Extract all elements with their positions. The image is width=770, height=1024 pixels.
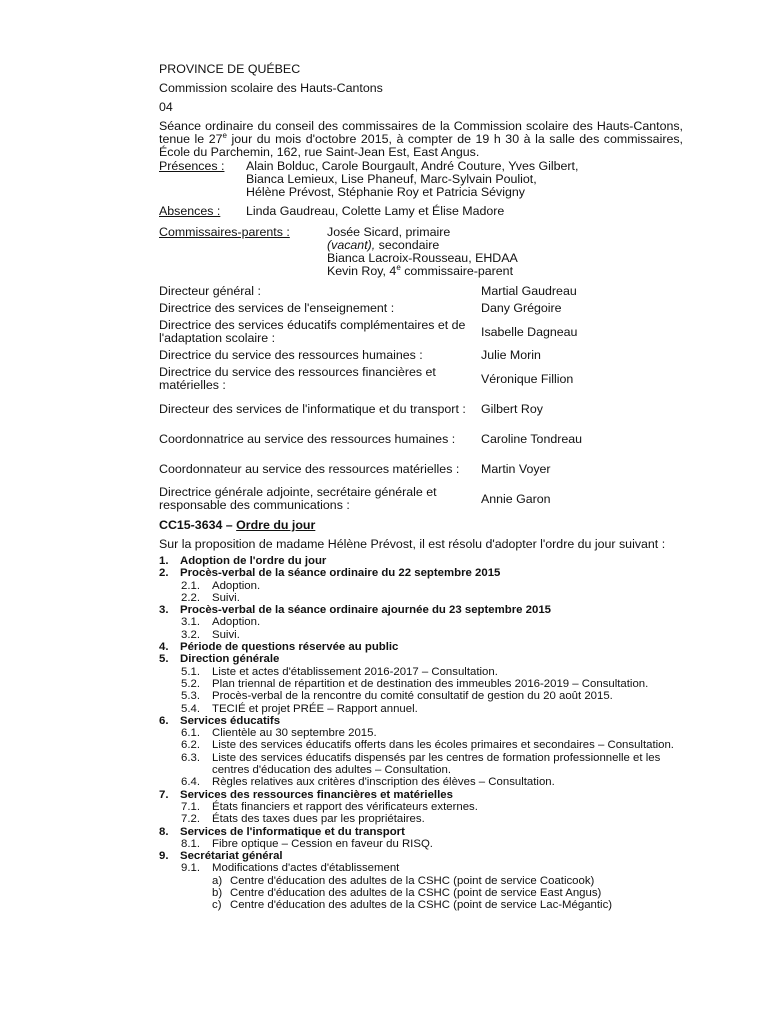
agenda-subitem-text: États financiers et rapport des vérificateurs externes.	[212, 800, 478, 813]
agenda-subitem-text: Liste des services éducatifs offerts dans les écoles primaires et secondaires – Consultation.	[212, 739, 674, 752]
agenda-subsubitem-letter: b)	[212, 887, 223, 900]
staff-row	[159, 347, 683, 364]
agenda-subitem-text: Plan triennal de répartition et de destination des immeubles 2016-2019 – Consultation.	[212, 677, 649, 690]
resolution-code: CC15-3634 –	[159, 518, 237, 532]
agenda-item	[159, 555, 683, 567]
staff-name: Martin Voyer	[481, 461, 551, 476]
agenda-item-number: 9.	[159, 850, 169, 863]
staff-name: Véronique Fillion	[481, 371, 574, 386]
agenda-item-title: Services éducatifs	[180, 714, 281, 727]
staff-name: Annie Garon	[481, 491, 551, 506]
agenda-item	[159, 567, 683, 579]
agenda-item-number: 5.	[159, 653, 169, 666]
staff-table	[159, 283, 683, 514]
agenda-item-number: 4.	[159, 641, 169, 654]
agenda-subitem-number: 5.1.	[181, 665, 200, 678]
session-intro	[159, 120, 683, 159]
agenda-subsubitem	[159, 875, 683, 887]
agenda-subitem-text: États des taxes dues par les propriétaires.	[212, 813, 425, 826]
agenda-subitem	[159, 801, 683, 813]
agenda-subitem-text: Règles relatives aux critères d'inscription des élèves – Consultation.	[212, 776, 555, 789]
staff-name: Dany Grégoire	[481, 301, 562, 315]
agenda-subitem	[159, 838, 683, 850]
agenda-subitem-text: Adoption.	[212, 579, 261, 592]
agenda-item-number: 1.	[159, 555, 169, 567]
presences-block	[159, 160, 683, 199]
agenda-item	[159, 653, 683, 665]
agenda-subitem	[159, 862, 683, 874]
presences-list	[246, 160, 578, 199]
staff-row	[159, 484, 683, 514]
resolution-text: Sur la proposition de madame Hélène Prévost, il est résolu d'adopter l'ordre du jour suivant :	[159, 537, 666, 551]
commission-name: Commission scolaire des Hauts-Cantons	[159, 81, 383, 95]
agenda-subitem	[159, 616, 683, 628]
presences-label: Présences :	[159, 159, 225, 173]
agenda-item-title: Procès-verbal de la séance ordinaire du 22 septembre 2015	[180, 567, 501, 580]
agenda-subitem-number: 5.3.	[181, 690, 200, 703]
staff-role: Directeur général :	[159, 284, 261, 298]
agenda-subitem-number: 6.4.	[181, 776, 200, 789]
presences-line: Bianca Lemieux, Lise Phaneuf, Marc-Sylvain Pouliot,	[246, 172, 537, 186]
agenda-subitem	[159, 678, 683, 690]
agenda-subitem	[159, 592, 683, 604]
page-number: 04	[159, 100, 173, 114]
staff-role: Coordonnateur au service des ressources matérielles :	[159, 461, 460, 476]
agenda-subitem-number: 2.2.	[181, 591, 200, 604]
agenda-subitem-text: Modifications d'actes d'établissement	[212, 862, 400, 875]
agenda-subitem	[159, 739, 683, 751]
agenda-subitem-number: 6.3.	[181, 751, 200, 764]
document-page	[159, 63, 683, 912]
agenda-item-number: 7.	[159, 788, 169, 801]
agenda-subsubitem-letter: a)	[212, 874, 223, 887]
agenda-item-title: Services de l'informatique et du transport	[180, 825, 405, 838]
agenda-subitem	[159, 703, 683, 715]
agenda-subitem-text: Suivi.	[212, 628, 240, 641]
absences-label: Absences :	[159, 204, 221, 218]
agenda-subitem	[159, 776, 683, 788]
staff-role: Coordonnatrice au service des ressources humaines :	[159, 431, 456, 446]
staff-row	[159, 317, 683, 347]
agenda-subitem	[159, 752, 683, 777]
agenda-subitem-number: 6.1.	[181, 727, 200, 740]
agenda-subitem-text: Liste des services éducatifs dispensés par les centres de formation professionnelle et les centres d'éducation des adultes – Consultation.	[212, 751, 661, 777]
staff-role: Directrice des services de l'enseignement :	[159, 301, 395, 315]
agenda-subitem	[159, 629, 683, 641]
staff-row	[159, 424, 683, 454]
agenda-item-number: 2.	[159, 567, 169, 580]
staff-name: Julie Morin	[481, 348, 541, 362]
agenda-item-title: Procès-verbal de la séance ordinaire ajournée du 23 septembre 2015	[180, 604, 552, 617]
staff-row	[159, 300, 683, 317]
staff-role: Directrice des services éducatifs complémentaires et de l'adaptation scolaire :	[159, 318, 466, 345]
staff-name: Gilbert Roy	[481, 401, 543, 416]
agenda-list	[159, 555, 683, 912]
kevin-roy-text: Kevin Roy, 4	[327, 264, 397, 278]
commissaires-parents-label: Commissaires-parents :	[159, 225, 290, 239]
agenda-subitem-text: Clientèle au 30 septembre 2015.	[212, 727, 377, 740]
staff-name: Caroline Tondreau	[481, 431, 583, 446]
agenda-subitem	[159, 813, 683, 825]
commissaires-parents-block	[159, 226, 683, 278]
agenda-subitem-number: 3.2.	[181, 628, 200, 641]
agenda-item-title: Période de questions réservée au public	[180, 641, 399, 654]
province-heading: PROVINCE DE QUÉBEC	[159, 62, 301, 76]
staff-row	[159, 283, 683, 300]
agenda-subitem-text: Liste et actes d'établissement 2016-2017 – Consultation.	[212, 665, 498, 678]
agenda-subsubitem-text: Centre d'éducation des adultes de la CSHC (point de service Coaticook)	[230, 874, 595, 887]
agenda-item-title: Direction générale	[180, 653, 280, 666]
intro-text-part1: Séance ordinaire du conseil des commissaires de la Commission scolaire des Hauts-Cantons, tenue le 27	[159, 119, 683, 146]
staff-name: Isabelle Dagneau	[481, 324, 578, 339]
agenda-subitem	[159, 666, 683, 678]
agenda-item-title: Adoption de l'ordre du jour	[180, 555, 327, 567]
staff-row	[159, 454, 683, 484]
agenda-item	[159, 826, 683, 838]
staff-role: Directrice du service des ressources humaines :	[159, 348, 423, 362]
agenda-item-number: 8.	[159, 825, 169, 838]
agenda-subsubitem-letter: c)	[212, 899, 222, 912]
agenda-item	[159, 604, 683, 616]
presences-line: Hélène Prévost, Stéphanie Roy et Patricia Sévigny	[246, 185, 525, 199]
absences-value: Linda Gaudreau, Colette Lamy et Élise Madore	[246, 204, 505, 218]
staff-role: Directeur des services de l'informatique et du transport :	[159, 401, 466, 416]
staff-role: Directrice générale adjointe, secrétaire générale et responsable des communications :	[159, 485, 437, 512]
agenda-item-title: Services des ressources financières et matérielles	[180, 788, 453, 801]
commissaires-parents-list	[327, 226, 518, 278]
agenda-subitem-number: 5.2.	[181, 677, 200, 690]
agenda-subsubitem-text: Centre d'éducation des adultes de la CSHC (point de service East Angus)	[230, 887, 602, 900]
staff-role: Directrice du service des ressources financières et matérielles :	[159, 365, 436, 392]
agenda-subsubitem	[159, 899, 683, 911]
agenda-subitem-number: 9.1.	[181, 862, 200, 875]
agenda-subitem-number: 7.2.	[181, 813, 200, 826]
agenda-subsubitem-text: Centre d'éducation des adultes de la CSHC (point de service Lac-Mégantic)	[230, 899, 613, 912]
resolution-heading	[159, 519, 683, 532]
agenda-subitem-number: 3.1.	[181, 616, 200, 629]
agenda-item-number: 6.	[159, 714, 169, 727]
intro-text-part2: jour du mois d'octobre 2015, à compter de 19 h 30 à la salle des commissaires, École du Parchemin, 162, rue Saint-Jean Est, East Angus.	[159, 132, 683, 159]
agenda-item-number: 3.	[159, 604, 169, 617]
agenda-item	[159, 641, 683, 653]
absences-block	[159, 205, 683, 218]
staff-row	[159, 394, 683, 424]
commissaire-parent-line: Josée Sicard, primaire	[327, 225, 451, 239]
resolution-title: Ordre du jour	[236, 518, 316, 532]
agenda-subitem-text: Adoption.	[212, 616, 261, 629]
agenda-subitem-text: TECIÉ et projet PRÉE – Rapport annuel.	[212, 702, 418, 715]
agenda-item-title: Secrétariat général	[180, 850, 283, 863]
agenda-subitem	[159, 690, 683, 702]
agenda-item	[159, 789, 683, 801]
presences-line: Alain Bolduc, Carole Bourgault, André Couture, Yves Gilbert,	[246, 159, 579, 173]
commissaire-parent-line: Bianca Lacroix-Rousseau, EHDAA	[327, 251, 518, 265]
vacant-text: (vacant),	[327, 238, 376, 252]
staff-row	[159, 364, 683, 394]
agenda-subitem-number: 2.1.	[181, 579, 200, 592]
agenda-subitem-number: 5.4.	[181, 702, 200, 715]
agenda-item	[159, 850, 683, 862]
agenda-subitem-text: Suivi.	[212, 591, 240, 604]
secondaire-text: secondaire	[375, 238, 440, 252]
agenda-subsubitem	[159, 887, 683, 899]
agenda-subitem	[159, 580, 683, 592]
agenda-subitem-text: Fibre optique – Cession en faveur du RISQ.	[212, 837, 433, 850]
agenda-subitem-number: 8.1.	[181, 837, 200, 850]
staff-name: Martial Gaudreau	[481, 284, 577, 298]
commissaire-parent-role-text: commissaire-parent	[400, 264, 514, 278]
commissaire-parent-line	[327, 262, 518, 278]
agenda-subitem-text: Procès-verbal de la rencontre du comité consultatif de gestion du 20 août 2015.	[212, 690, 613, 703]
agenda-subitem	[159, 727, 683, 739]
agenda-item	[159, 715, 683, 727]
agenda-subitem-number: 6.2.	[181, 739, 200, 752]
intro-superscript: e	[222, 130, 227, 140]
ordinal-superscript: e	[396, 262, 401, 272]
agenda-subitem-number: 7.1.	[181, 800, 200, 813]
